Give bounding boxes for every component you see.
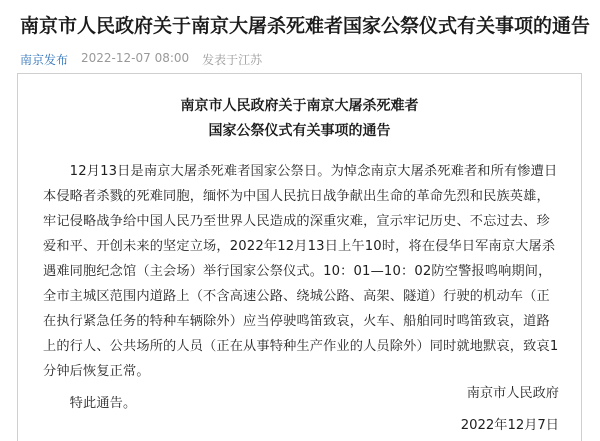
notice-body-line: 上的行人、公共场所的人员（正在从事特种生产作业的人员除外）同时就地默哀，致哀1 bbox=[43, 339, 559, 354]
notice-body-line: 在执行紧急任务的特种车辆除外）应当停驶鸣笛致哀，火车、船舶同时鸣笛致哀，道路 bbox=[43, 314, 550, 329]
publish-location: 发表于江苏 bbox=[202, 53, 263, 67]
notice-closing: 特此通告。 bbox=[43, 396, 137, 411]
notice-signer: 南京市人民政府 bbox=[466, 386, 559, 401]
notice-body-line: 爱和平、开创未来的坚定立场，2022年12月13日上午10时，将在侵华日军南京大屠杀 bbox=[43, 239, 556, 254]
notice-body-line: 本侵略者杀戮的死难同胞，缅怀为中国人民抗日战争献出生命的革命先烈和民族英雄， bbox=[43, 189, 550, 204]
notice-body-line: 全市主城区范围内道路上（不含高速公路、绕城公路、高架、隧道）行驶的机动车（正 bbox=[43, 289, 550, 304]
source-link[interactable]: 南京发布 bbox=[20, 53, 69, 67]
notice-title-line-1: 南京市人民政府关于南京大屠杀死难者 bbox=[180, 98, 419, 114]
notice-document bbox=[17, 73, 582, 441]
notice-body-line: 12月13日是南京大屠杀死难者国家公祭日。为悼念南京大屠杀死难者和所有惨遭日 bbox=[43, 164, 558, 179]
notice-body-line: 遇难同胞纪念馆（主会场）举行国家公祭仪式。10：01—10：02防空警报鸣响期间， bbox=[43, 264, 552, 279]
notice-date: 2022年12月7日 bbox=[460, 418, 559, 433]
article-title: 南京市人民政府关于南京大屠杀死难者国家公祭仪式有关事项的通告 bbox=[20, 15, 591, 37]
article-meta bbox=[20, 51, 262, 68]
notice-body-line: 牢记侵略战争给中国人民乃至世界人民造成的深重灾难，宣示牢记历史、不忘过去、珍 bbox=[43, 214, 550, 229]
publish-time: 2022-12-07 08:00 bbox=[81, 51, 190, 65]
notice-body-line: 分钟后恢复正常。 bbox=[43, 364, 150, 379]
notice-title-line-2: 国家公祭仪式有关事项的通告 bbox=[208, 123, 391, 139]
